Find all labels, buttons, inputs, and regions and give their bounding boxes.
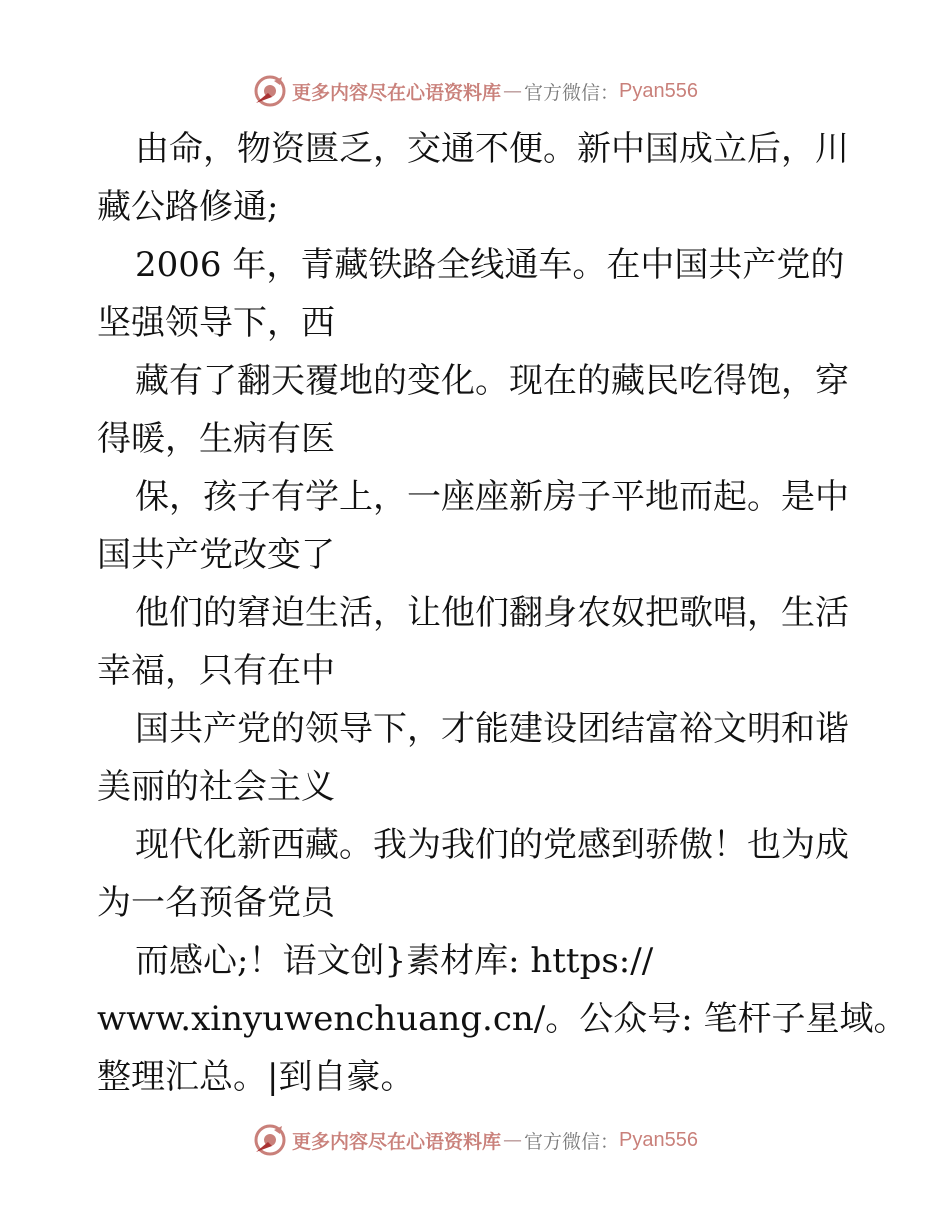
text-line: www.xinyuwenchuang.cn/。公众号: 笔杆子星域。 [97, 999, 908, 1039]
text-line: 保，孩子有学上，一座座新房子平地而起。是中 [135, 477, 849, 517]
wechat-label: 官方微信： [524, 81, 620, 104]
text-line: 藏公路修通; [97, 187, 279, 227]
text-line: 得暖，生病有医 [97, 419, 335, 459]
wechat-id: Pyan556 [619, 79, 698, 102]
wechat-label: 官方微信： [524, 1130, 620, 1153]
text-line: 他们的窘迫生活，让他们翻身农奴把歌唱，生活 [135, 593, 849, 633]
banner-dash: — [503, 80, 523, 102]
text-line: 坚强领导下，西 [97, 303, 335, 343]
text-line: 而感心;！语文创}素材库: https:// [135, 941, 654, 981]
text-line: 由命，物资匮乏，交通不便。新中国成立后，川 [135, 129, 849, 169]
text-line: 为一名预备党员 [97, 883, 335, 923]
pen-logo-icon [252, 73, 288, 109]
text-line: 现代化新西藏。我为我们的党感到骄傲！也为成 [135, 825, 849, 865]
text-line: 整理汇总。|到自豪。 [97, 1057, 415, 1097]
text-line: 国共产党的领导下，才能建设团结富裕文明和谐 [135, 709, 849, 749]
header-watermark-banner [0, 71, 950, 111]
text-line: 幸福，只有在中 [97, 651, 335, 691]
footer-watermark-banner [0, 1120, 950, 1160]
text-line: 国共产党改变了 [97, 535, 335, 575]
site-name-text: 更多内容尽在心语资料库 [292, 1130, 502, 1153]
wechat-id: Pyan556 [619, 1128, 698, 1151]
pen-logo-icon [252, 1122, 288, 1158]
text-line: 藏有了翻天覆地的变化。现在的藏民吃得饱，穿 [135, 361, 849, 401]
text-line: 美丽的社会主义 [97, 767, 335, 807]
banner-dash: — [503, 1129, 523, 1151]
text-line: 2006 年，青藏铁路全线通车。在中国共产党的 [135, 245, 845, 285]
site-name-text: 更多内容尽在心语资料库 [292, 81, 502, 104]
